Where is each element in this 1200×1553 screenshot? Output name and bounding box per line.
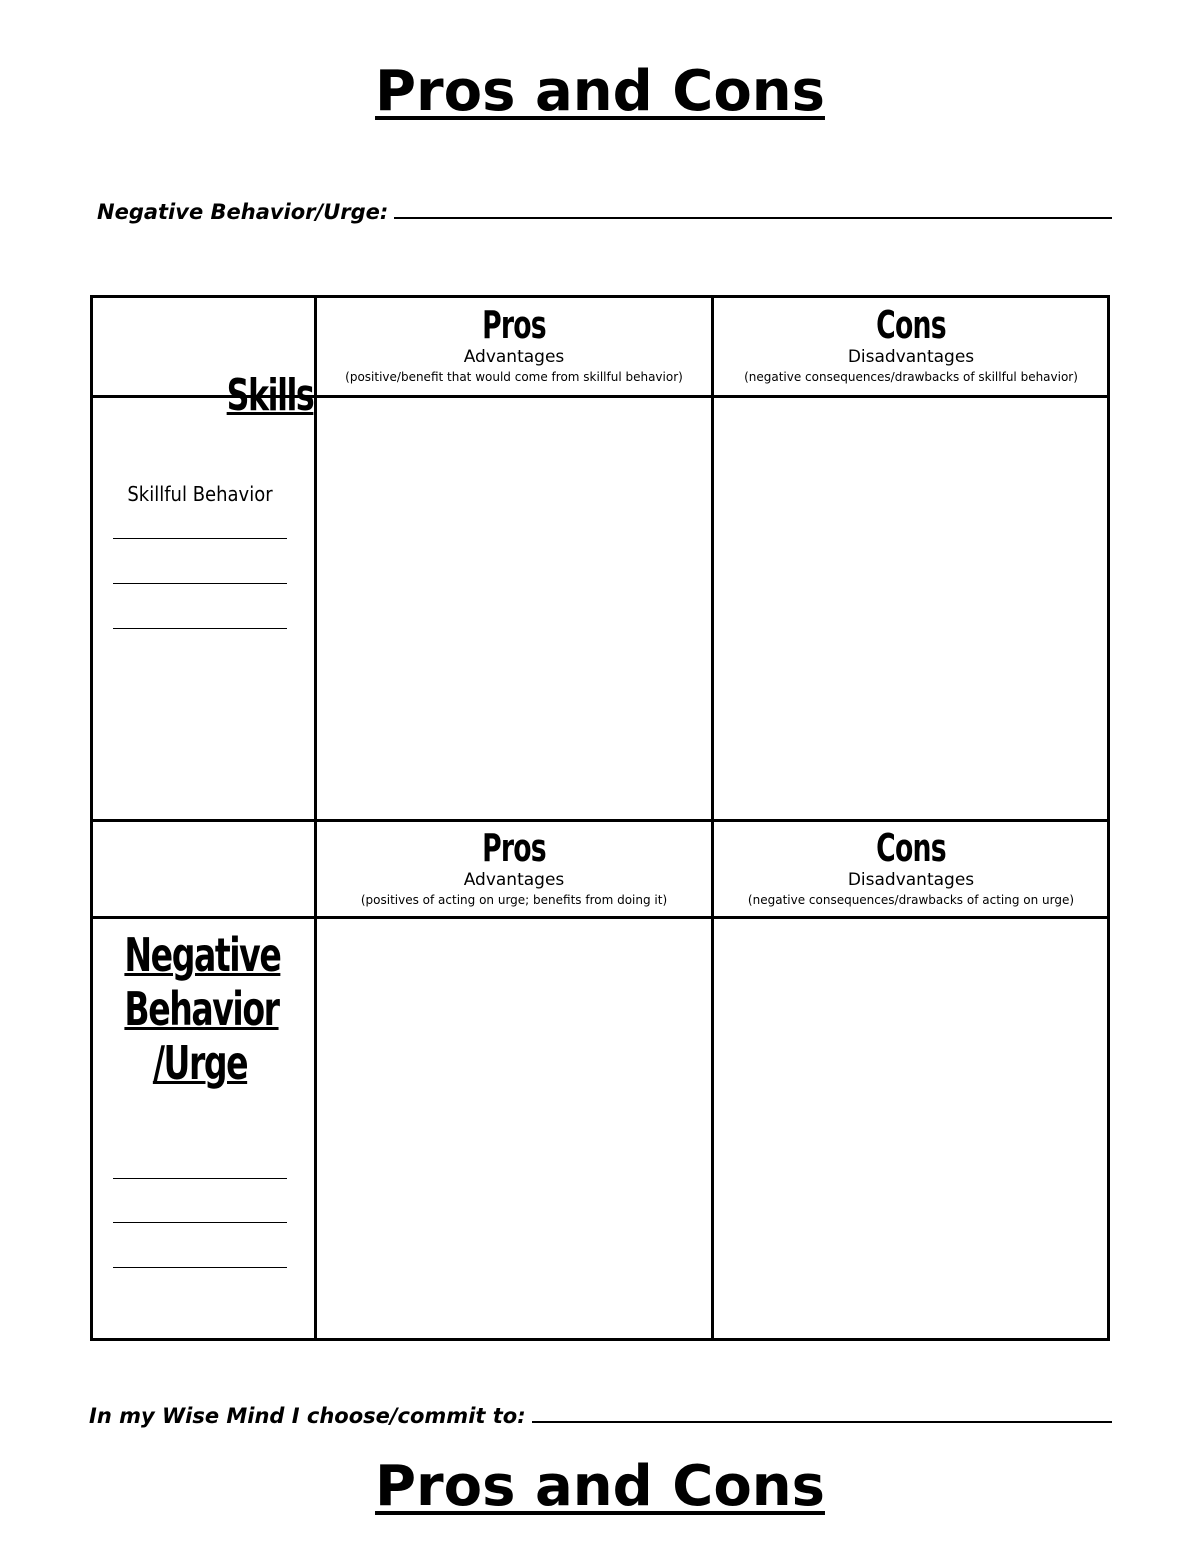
negative-cons-writing-area[interactable] xyxy=(714,919,1107,1338)
skills-cons-heading: Cons xyxy=(876,303,946,347)
pros-cons-grid xyxy=(90,295,1110,1341)
wise-mind-field[interactable] xyxy=(89,1404,1112,1428)
skills-cons-note: (negative consequences/drawbacks of skillful behavior) xyxy=(744,370,1078,384)
negative-cons-heading: Cons xyxy=(876,826,946,870)
skills-cons-subheading: Disadvantages xyxy=(847,347,975,367)
negative-behavior-blank[interactable] xyxy=(394,216,1112,219)
skillful-behavior-label: Skillful Behavior xyxy=(127,482,273,506)
negative-pros-header xyxy=(317,827,711,909)
negative-pros-writing-area[interactable] xyxy=(317,919,711,1338)
page-title-repeat: Pros and Cons xyxy=(375,1454,825,1519)
negative-behavior-field[interactable] xyxy=(97,200,1112,224)
skillful-behavior-blank-1[interactable] xyxy=(113,538,287,539)
skills-pros-note: (positive/benefit that would come from skillful behavior) xyxy=(345,370,683,384)
negative-row-label-line-3: /Urge xyxy=(152,1036,248,1090)
negative-pros-heading: Pros xyxy=(482,826,546,870)
negative-row-label-line-1: Negative xyxy=(124,928,281,982)
negative-cons-subheading: Disadvantages xyxy=(847,870,975,890)
negative-behavior-blank-3[interactable] xyxy=(113,1267,287,1268)
skills-pros-header xyxy=(317,304,711,386)
negative-pros-note: (positives of acting on urge; benefits from doing it) xyxy=(360,893,668,907)
negative-cons-header xyxy=(714,827,1108,909)
grid-divider-middle xyxy=(93,819,1107,822)
negative-behavior-row-label xyxy=(124,928,281,1090)
skills-row-label: Skills xyxy=(226,370,314,421)
negative-behavior-blank-2[interactable] xyxy=(113,1222,287,1223)
negative-row-label-line-2: Behavior xyxy=(124,982,279,1036)
wise-mind-blank[interactable] xyxy=(532,1420,1112,1423)
skills-pros-subheading: Advantages xyxy=(463,347,565,367)
wise-mind-label: In my Wise Mind I choose/commit to: xyxy=(89,1404,526,1428)
skills-cons-writing-area[interactable] xyxy=(714,398,1107,819)
skillful-behavior-blank-3[interactable] xyxy=(113,628,287,629)
negative-cons-note: (negative consequences/drawbacks of acting on urge) xyxy=(747,893,1075,907)
skillful-behavior-blank-2[interactable] xyxy=(113,583,287,584)
page-title: Pros and Cons xyxy=(375,59,825,124)
skills-pros-heading: Pros xyxy=(482,303,546,347)
negative-behavior-label: Negative Behavior/Urge: xyxy=(97,200,389,224)
skills-cons-header xyxy=(714,304,1108,386)
negative-pros-subheading: Advantages xyxy=(463,870,565,890)
skills-pros-writing-area[interactable] xyxy=(317,398,711,819)
negative-behavior-blank-1[interactable] xyxy=(113,1178,287,1179)
